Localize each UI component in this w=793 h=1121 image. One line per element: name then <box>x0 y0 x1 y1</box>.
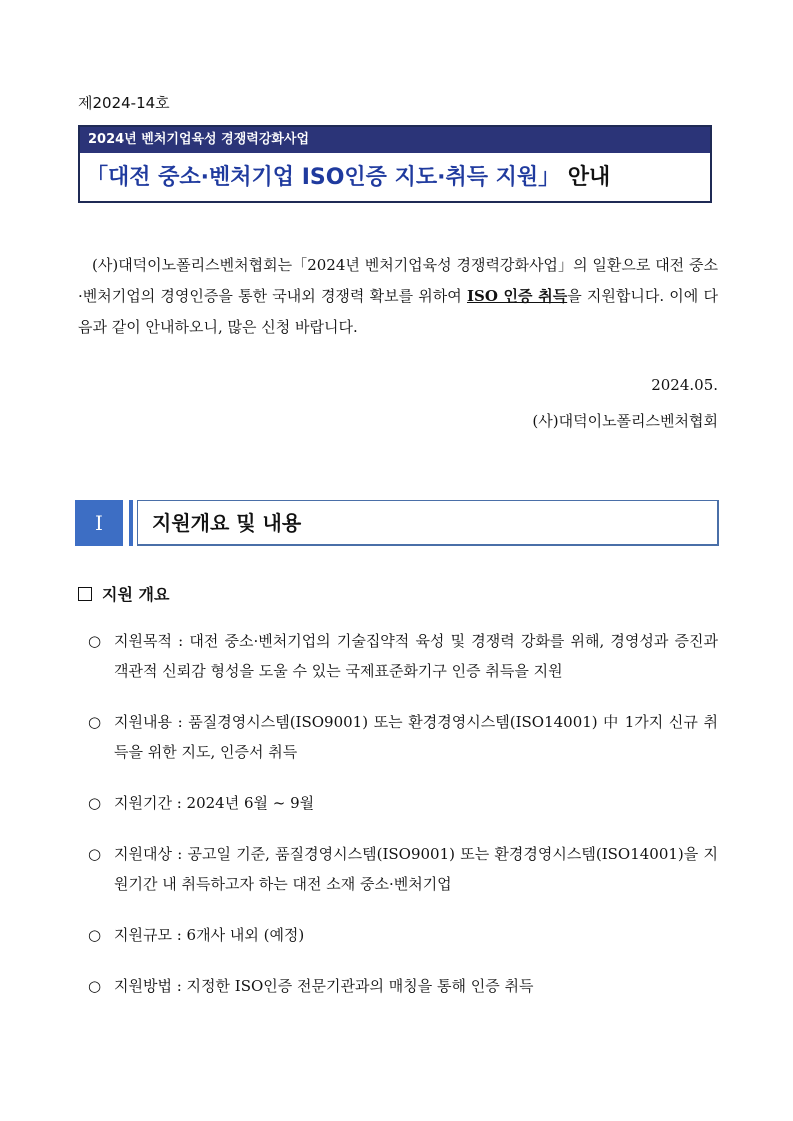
issuing-organization: (사)대덕이노폴리스벤처협회 <box>532 412 718 430</box>
list-item-text: 지원기간 : 2024년 6월 ~ 9월 <box>114 794 315 812</box>
checkbox-square-icon <box>78 587 92 601</box>
list-item-text: 지원내용 : 품질경영시스템(ISO9001) 또는 환경경영시스템(ISO14001) 中 1가지 신규 취득을 위한 지도, 인증서 취득 <box>114 713 718 761</box>
section-number: Ⅰ <box>75 500 123 546</box>
circle-bullet-icon: ○ <box>88 926 102 944</box>
overview-heading <box>78 582 169 605</box>
document-title-text: 「대전 중소·벤처기업 ISO인증 지도·취득 지원」 <box>86 165 561 190</box>
intro-emphasis: ISO 인증 취득 <box>466 287 568 305</box>
list-item-text: 지원규모 : 6개사 내외 (예정) <box>114 926 305 944</box>
circle-bullet-icon: ○ <box>88 977 102 995</box>
list-item <box>88 788 718 818</box>
list-item <box>88 971 718 1001</box>
intro-paragraph <box>78 250 718 343</box>
document-number: 제2024-14호 <box>78 94 170 112</box>
list-item <box>88 626 718 686</box>
document-title-suffix: 안내 <box>567 165 611 190</box>
issue-date: 2024.05. <box>651 376 718 394</box>
list-item <box>88 920 718 950</box>
circle-bullet-icon: ○ <box>88 794 102 812</box>
intro-text-part1: (사)대덕이노폴리스벤처협회는「2024년 벤처기업육성 경쟁력강화사업」의 일환으로 대전 중소·벤처기업의 경영인증을 통한 국내외 경쟁력 확보를 위하여 <box>78 256 718 305</box>
section-header <box>75 500 719 546</box>
list-item-text: 지원방법 : 지정한 ISO인증 전문기관과의 매칭을 통해 인증 취득 <box>114 977 534 995</box>
program-label: 2024년 벤처기업육성 경쟁력강화사업 <box>80 127 710 153</box>
list-item <box>88 839 718 899</box>
circle-bullet-icon: ○ <box>88 845 102 863</box>
circle-bullet-icon: ○ <box>88 713 102 731</box>
list-item-text: 지원목적 : 대전 중소·벤처기업의 기술집약적 육성 및 경쟁력 강화를 위해, 경영성과 증진과 객관적 신뢰감 형성을 도울 수 있는 국제표준화기구 인증 취득을 지원 <box>114 632 718 680</box>
list-item-text: 지원대상 : 공고일 기준, 품질경영시스템(ISO9001) 또는 환경경영시스템(ISO14001)을 지원기간 내 취득하고자 하는 대전 소재 중소·벤처기업 <box>114 845 718 893</box>
overview-list <box>88 626 718 1022</box>
overview-heading-text: 지원 개요 <box>102 585 170 604</box>
circle-bullet-icon: ○ <box>88 632 102 650</box>
intro-text-part2: 을 지원합니다. 이에 다음과 같이 안내하오니, 많은 신청 바랍니다. <box>78 287 718 336</box>
document-title <box>80 153 710 203</box>
section-divider-stripe <box>129 500 133 546</box>
section-title: 지원개요 및 내용 <box>137 500 719 546</box>
list-item <box>88 707 718 767</box>
title-box <box>78 125 712 203</box>
